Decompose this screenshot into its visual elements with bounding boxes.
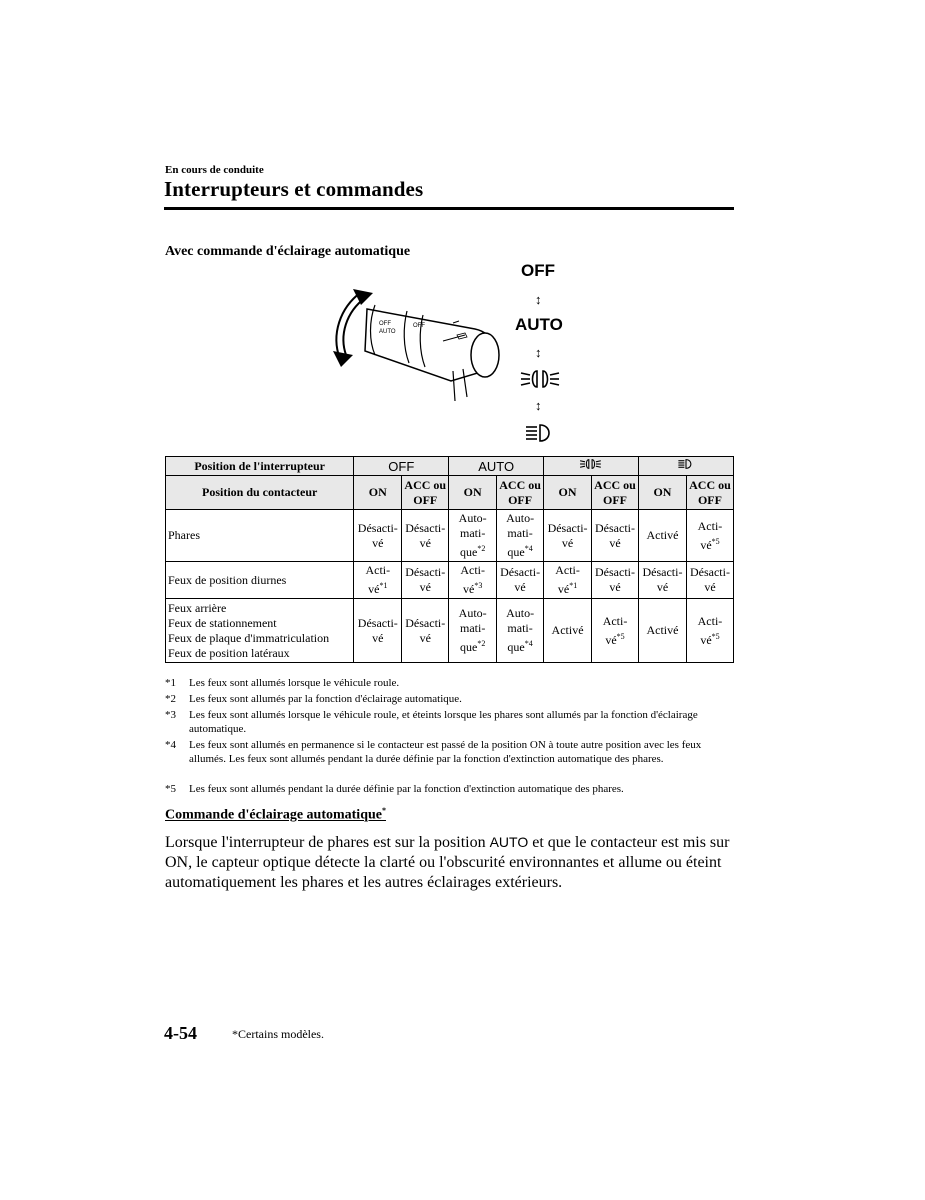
table-cell: Désacti- vé: [592, 510, 639, 562]
row-label-line: Feux de plaque d'immatriculation: [168, 630, 330, 645]
table-cell: Désacti- vé: [402, 599, 449, 663]
footnote-text: Les feux sont allumés lorsque le véhicule roule, et éteints lorsque les phares sont allumés par la fonction d'éclairage automatique.: [189, 709, 698, 735]
parking-lights-icon: [576, 458, 606, 470]
figure-heading: Avec commande d'éclairage automatique: [165, 244, 411, 259]
table-header-cell: OFF: [354, 457, 449, 476]
table-header-cell: AUTO: [449, 457, 544, 476]
table-cell: Acti- $vé^{*5}$: [686, 510, 733, 562]
table-cell: Désacti- vé: [354, 510, 402, 562]
footnote-text: Les feux sont allumés en permanence si le contacteur est passé de la position ON à toute autre position avec les feux allumés. Les feux sont allumés pendant la durée définie par la fonction d'extinction automatique des phares.: [189, 739, 702, 765]
row-label-line: Feux de stationnement: [168, 615, 277, 630]
section2-heading: [165, 806, 386, 824]
row-label: Feux de position diurnes: [166, 562, 354, 599]
table-cell: Désacti- vé: [497, 562, 544, 599]
footnote: *3 Les feux sont allumés lorsque le véhicule roule, et éteints lorsque les phares sont allumés par la fonction d'éclairage automatique.: [165, 708, 735, 736]
table-cell: Acti- $vé^{*1}$: [544, 562, 592, 599]
table-header-cell: Position de l'interrupteur: [166, 457, 354, 476]
table-cell: Activé: [639, 599, 687, 663]
footnote: *1 Les feux sont allumés lorsque le véhicule roule.: [165, 676, 735, 690]
page-number: 4-54: [164, 1023, 197, 1043]
table-header-cell: ACC ou OFF: [686, 476, 733, 510]
table-header-cell: ON: [544, 476, 592, 510]
footnote-text: Les feux sont allumés par la fonction d'éclairage automatique.: [189, 693, 462, 705]
section2-body: [165, 832, 740, 893]
row-label: Phares: [166, 510, 354, 562]
updown-arrow-icon: ↕: [535, 398, 542, 413]
table-header-cell: ACC ou OFF: [402, 476, 449, 510]
lever-label-off2: OFF: [413, 323, 425, 329]
table-cell: Auto- mati- que$^{*2}$: [449, 599, 497, 663]
table-cell: Auto- mati- que$^{*4}$: [497, 599, 544, 663]
table-cell: Désacti- vé: [639, 562, 687, 599]
headlights-icon: [676, 458, 696, 470]
headlights-icon: [524, 422, 556, 444]
table-header-cell: ON: [449, 476, 497, 510]
position-auto-label: AUTO: [515, 315, 563, 334]
table-header-cell: ACC ou OFF: [592, 476, 639, 510]
page-title: Interrupteurs et commandes: [164, 177, 424, 201]
table-cell: Désacti- vé: [544, 510, 592, 562]
table-cell: Acti- $vé^{*5}$: [686, 599, 733, 663]
section-label: En cours de conduite: [165, 164, 264, 176]
footnote-mark: 2: [170, 693, 176, 705]
table-cell: Activé: [639, 510, 687, 562]
table-cell: Désacti- vé: [402, 510, 449, 562]
light-switch-lever-illustration: [325, 285, 505, 405]
table-cell: Désacti- vé: [402, 562, 449, 599]
row-label: [166, 599, 354, 663]
footnote: *4 Les feux sont allumés en permanence si le contacteur est passé de la position ON à toute autre position avec les feux allumés. Les feux sont allumés pendant la durée définie par la fonction d'extinction automatique des phares.: [165, 738, 735, 766]
updown-arrow-icon: ↕: [535, 345, 542, 360]
table-cell: Acti- $vé^{*5}$: [592, 599, 639, 663]
table-cell: Désacti- vé: [686, 562, 733, 599]
body-auto-label: AUTO: [489, 834, 529, 850]
table-cell: Auto- mati- que$^{*2}$: [449, 510, 497, 562]
table-cell: Désacti- vé: [592, 562, 639, 599]
table-header-cell: Position du contacteur: [166, 476, 354, 510]
body-text-part: et que le contacteur est mis sur ON, le capteur optique détecte la clarté ou l'obscurité environnantes et allume ou éteint automatiquement les phares et les autres éclairages extérieurs.: [165, 834, 730, 891]
footnote-mark: 5: [170, 783, 176, 795]
footnote: *2 Les feux sont allumés par la fonction d'éclairage automatique.: [165, 692, 735, 706]
table-cell: Acti- $vé^{*3}$: [449, 562, 497, 599]
table-header-cell: ON: [354, 476, 402, 510]
table-cell: Acti- $vé^{*1}$: [354, 562, 402, 599]
table-header-row: [166, 457, 734, 476]
switch-position-table: [165, 456, 734, 663]
table-header-row: [166, 476, 734, 510]
position-off-label: OFF: [521, 261, 555, 280]
footnote-mark: 3: [170, 709, 176, 721]
table-header-cell: ON: [639, 476, 687, 510]
table-cell: Désacti- vé: [354, 599, 402, 663]
footnote: *5 Les feux sont allumés pendant la durée définie par la fonction d'extinction automatique des phares.: [165, 782, 735, 796]
table-row: [166, 562, 734, 599]
lever-label-auto: AUTO: [379, 329, 396, 335]
table-cell: Activé: [544, 599, 592, 663]
table-row: [166, 599, 734, 663]
updown-arrow-icon: ↕: [535, 292, 542, 307]
section2-heading-text: Commande d'éclairage automatique: [165, 807, 382, 823]
footnote-mark: 1: [170, 677, 176, 689]
table-cell: Auto- mati- que$^{*4}$: [497, 510, 544, 562]
footnote-text: Les feux sont allumés lorsque le véhicule roule.: [189, 677, 400, 689]
footnote-mark: 4: [170, 739, 176, 751]
section2-heading-mark: *: [381, 806, 386, 815]
table-row: [166, 510, 734, 562]
body-text-part: Lorsque l'interrupteur de phares est sur la position: [165, 834, 490, 851]
parking-lights-icon: [519, 368, 563, 390]
table-header-cell: [544, 457, 639, 476]
table-header-cell: ACC ou OFF: [497, 476, 544, 510]
table-header-cell: [639, 457, 734, 476]
lever-label-off1: OFF: [379, 321, 391, 327]
title-rule: [164, 207, 734, 210]
row-label-line: Feux arrière: [168, 600, 227, 615]
row-label-line: Feux de position latéraux: [168, 645, 290, 660]
footnote-text: Les feux sont allumés pendant la durée définie par la fonction d'extinction automatique des phares.: [189, 783, 624, 795]
footer-note: *Certains modèles.: [232, 1027, 324, 1041]
